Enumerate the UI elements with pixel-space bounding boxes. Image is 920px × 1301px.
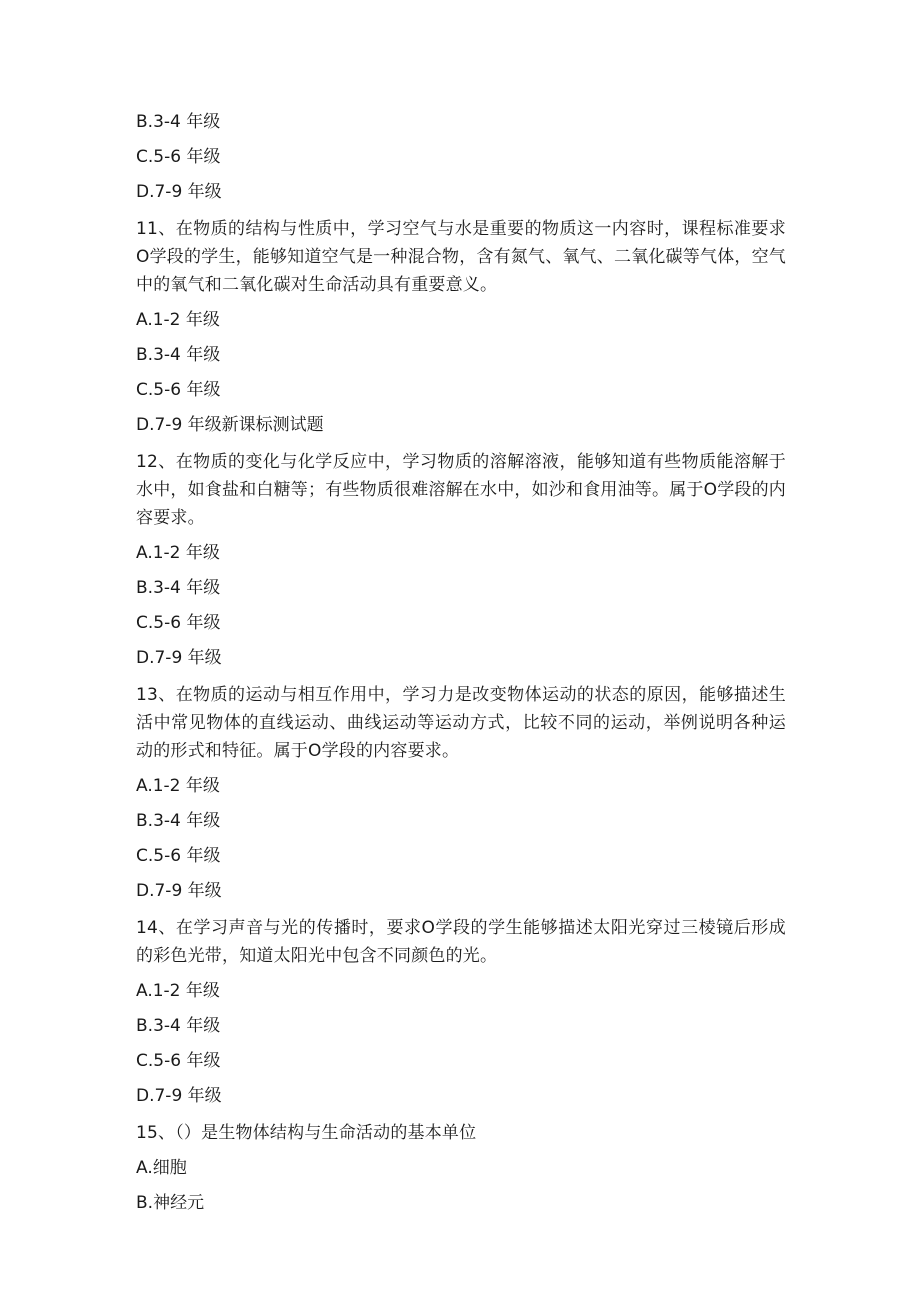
answer-option: D.7-9 年级	[136, 182, 222, 202]
answer-option: A.1-2 年级	[136, 310, 220, 330]
answer-option: A.细胞	[136, 1158, 187, 1178]
answer-option: D.7-9 年级	[136, 1086, 222, 1106]
answer-option: B.3-4 年级	[136, 578, 221, 598]
document-body	[136, 110, 786, 1226]
answer-option: D.7-9 年级新课标测试题	[136, 415, 324, 435]
answer-option: B.3-4 年级	[136, 811, 221, 831]
answer-option: D.7-9 年级	[136, 881, 222, 901]
answer-option: B.神经元	[136, 1193, 205, 1213]
answer-option: A.1-2 年级	[136, 543, 220, 563]
question-text: 11、在物质的结构与性质中，学习空气与水是重要的物质这一内容时，课程标准要求O学段的学生，能够知道空气是一种混合物，含有氮气、氧气、二氧化碳等气体，空气中的氧气和二氧化碳对生命活动具有重要意义。	[136, 219, 786, 295]
answer-option: C.5-6 年级	[136, 380, 221, 400]
question-text: 12、在物质的变化与化学反应中，学习物质的溶解溶液，能够知道有些物质能溶解于水中，如食盐和白糖等；有些物质很难溶解在水中，如沙和食用油等。属于O学段的内容要求。	[136, 452, 786, 528]
question-text: 13、在物质的运动与相互作用中，学习力是改变物体运动的状态的原因，能够描述生活中常见物体的直线运动、曲线运动等运动方式，比较不同的运动，举例说明各种运动的形式和特征。属于O学段的内容要求。	[136, 685, 786, 761]
answer-option: D.7-9 年级	[136, 648, 222, 668]
answer-option: B.3-4 年级	[136, 112, 221, 132]
answer-option: B.3-4 年级	[136, 1016, 221, 1036]
answer-option: C.5-6 年级	[136, 613, 221, 633]
answer-option: A.1-2 年级	[136, 981, 220, 1001]
question-text: 15、（）是生物体结构与生命活动的基本单位	[136, 1123, 477, 1143]
question-text: 14、在学习声音与光的传播时，要求O学段的学生能够描述太阳光穿过三棱镜后形成的彩色光带，知道太阳光中包含不同颜色的光。	[136, 918, 786, 966]
answer-option: B.3-4 年级	[136, 345, 221, 365]
answer-option: C.5-6 年级	[136, 1051, 221, 1071]
answer-option: A.1-2 年级	[136, 776, 220, 796]
answer-option: C.5-6 年级	[136, 147, 221, 167]
answer-option: C.5-6 年级	[136, 846, 221, 866]
